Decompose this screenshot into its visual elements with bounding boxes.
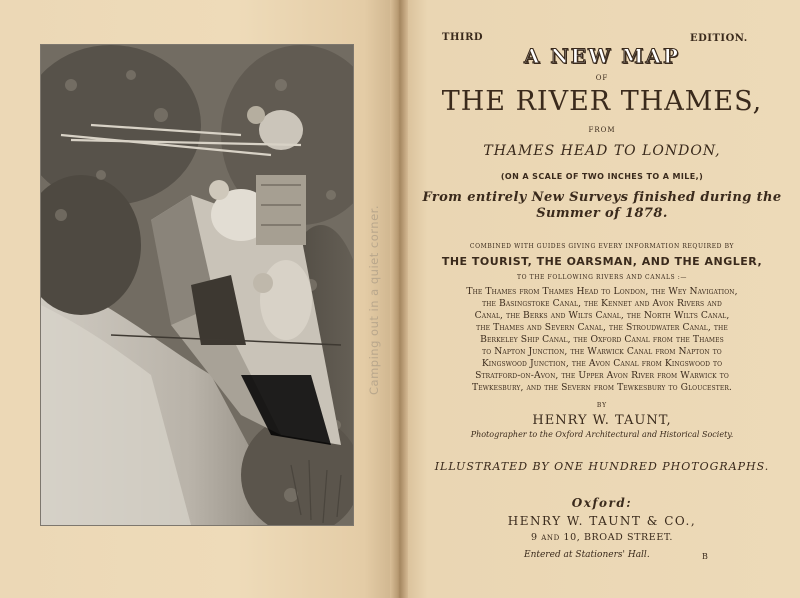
routes-line: the Thames and Severn Canal, the Stroudwater Canal, the [476,322,728,333]
edition-label: EDITION. [690,33,748,44]
surveys-line-1: From entirely New Surveys finished during the [422,190,782,205]
photo-caption-text: Camping out in a quiet corner. [367,205,381,395]
imprint-publisher: HENRY W. TAUNT & CO., [507,514,697,528]
combined-note: COMBINED WITH GUIDES GIVING EVERY INFORMATION REQUIRED BY [469,243,735,250]
imprint-city: Oxford: [571,496,633,510]
author-affiliation: Photographer to the Oxford Architectural and Historical Society. [470,430,734,439]
camping-photograph [40,44,354,526]
following-note: TO THE FOLLOWING RIVERS AND CANALS :— [517,274,687,281]
photo-caption [362,150,386,450]
routes-line: to Napton Junction, the Warwick Canal from Napton to [482,346,722,357]
stationers-hall-note: Entered at Stationers' Hall. [524,550,650,560]
routes-line: Berkeley Ship Canal, the Oxford Canal from the Thames [480,334,724,345]
title-of: OF [595,74,609,82]
routes-line: the Basingstoke Canal, the Kennet and Avon Rivers and [482,298,722,309]
title-new-map: A NEW MAP [523,44,681,68]
title-from: FROM [588,126,616,134]
edition-label-third: THIRD [442,32,484,43]
signature-mark: B [702,552,708,561]
routes-line: The Thames from Thames Head to London, the Wey Navigation, [466,286,738,297]
subtitle-thames-head: THAMES HEAD TO LONDON, [483,143,721,159]
audience-line: THE TOURIST, THE OARSMAN, AND THE ANGLER, [441,255,763,268]
scale-note: (ON A SCALE OF TWO INCHES TO A MILE,) [500,172,704,181]
routes-line: Stratford-on-Avon, the Upper Avon River from Warwick to [475,370,729,381]
by-label: BY [596,402,608,409]
surveys-line-2: Summer of 1878. [536,206,668,221]
routes-line: Tewkesbury, and the Severn from Tewkesbury to Gloucester. [472,382,732,393]
title-river-thames: THE RIVER THAMES, [441,86,763,117]
routes-line: Canal, the Berks and Wilts Canal, the North Wilts Canal, [474,310,730,321]
imprint-address: 9 and 10, BROAD STREET. [530,532,674,543]
author-name: HENRY W. TAUNT, [532,413,672,428]
illustrated-note: ILLUSTRATED BY ONE HUNDRED PHOTOGRAPHS. [434,460,770,473]
routes-line: Kingswood Junction, the Avon Canal from Kingswood to [481,358,723,369]
